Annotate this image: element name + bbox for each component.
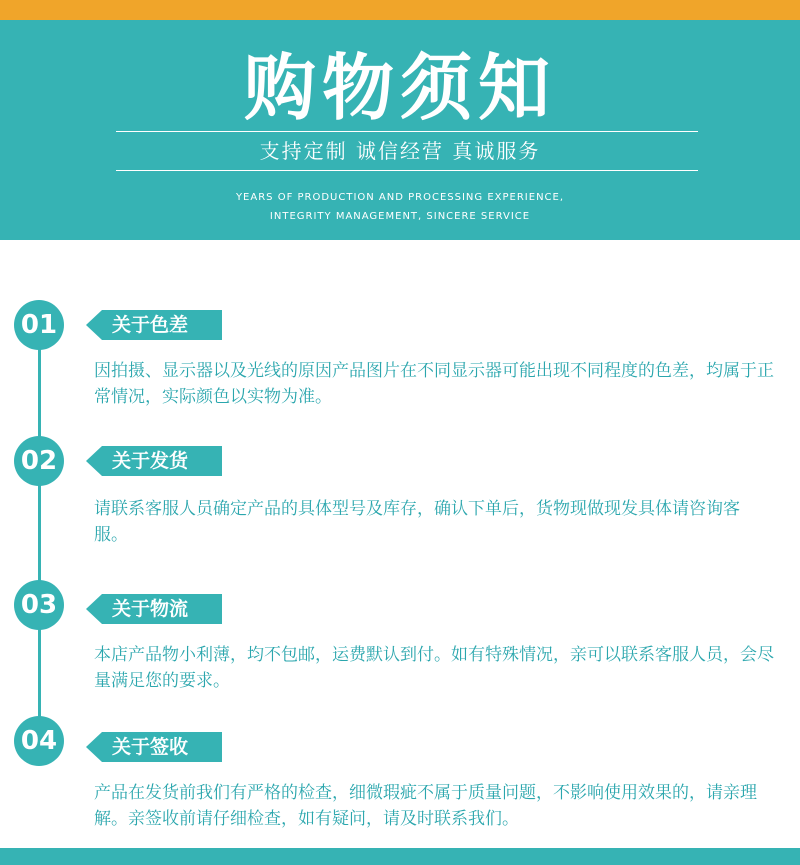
section-title-tag: 关于色差 (102, 310, 222, 340)
section-description: 产品在发货前我们有严格的检查，细微瑕疵不属于质量问题，不影响使用效果的，请亲理解。亲签收前请仔细检查，如有疑问，请及时联系我们。 (94, 783, 757, 829)
section-number-badge: 04 (14, 716, 64, 766)
page-title: 购物须知 (243, 46, 556, 130)
section-title-tag: 关于物流 (102, 594, 222, 624)
section-title-tag: 关于发货 (102, 446, 222, 476)
divider-top (116, 131, 698, 132)
header-subtitle: 支持定制 诚信经营 真诚服务 (259, 139, 541, 163)
english-tagline-2: INTEGRITY MANAGEMENT, SINCERE SERVICE (269, 211, 531, 222)
section-number-badge: 01 (14, 300, 64, 350)
bottom-bar (0, 848, 800, 865)
header-banner (0, 20, 800, 240)
section-number-badge: 03 (14, 580, 64, 630)
top-accent-stripe (0, 0, 800, 20)
section-description: 因拍摄、显示器以及光线的原因产品图片在不同显示器可能出现不同程度的色差，均属于正常情况，实际颜色以实物为准。 (94, 361, 774, 407)
section-description: 本店产品物小利薄，均不包邮，运费默认到付。如有特殊情况，亲可以联系客服人员，会尽量满足您的要求。 (94, 645, 774, 691)
section-number-badge: 02 (14, 436, 64, 486)
english-tagline-1: YEARS OF PRODUCTION AND PROCESSING EXPERIENCE, (235, 192, 565, 203)
section-description: 请联系客服人员确定产品的具体型号及库存，确认下单后，货物现做现发具体请咨询客服。 (94, 499, 740, 545)
divider-bottom (116, 170, 698, 171)
timeline-connector (38, 325, 41, 741)
section-title-tag: 关于签收 (102, 732, 222, 762)
